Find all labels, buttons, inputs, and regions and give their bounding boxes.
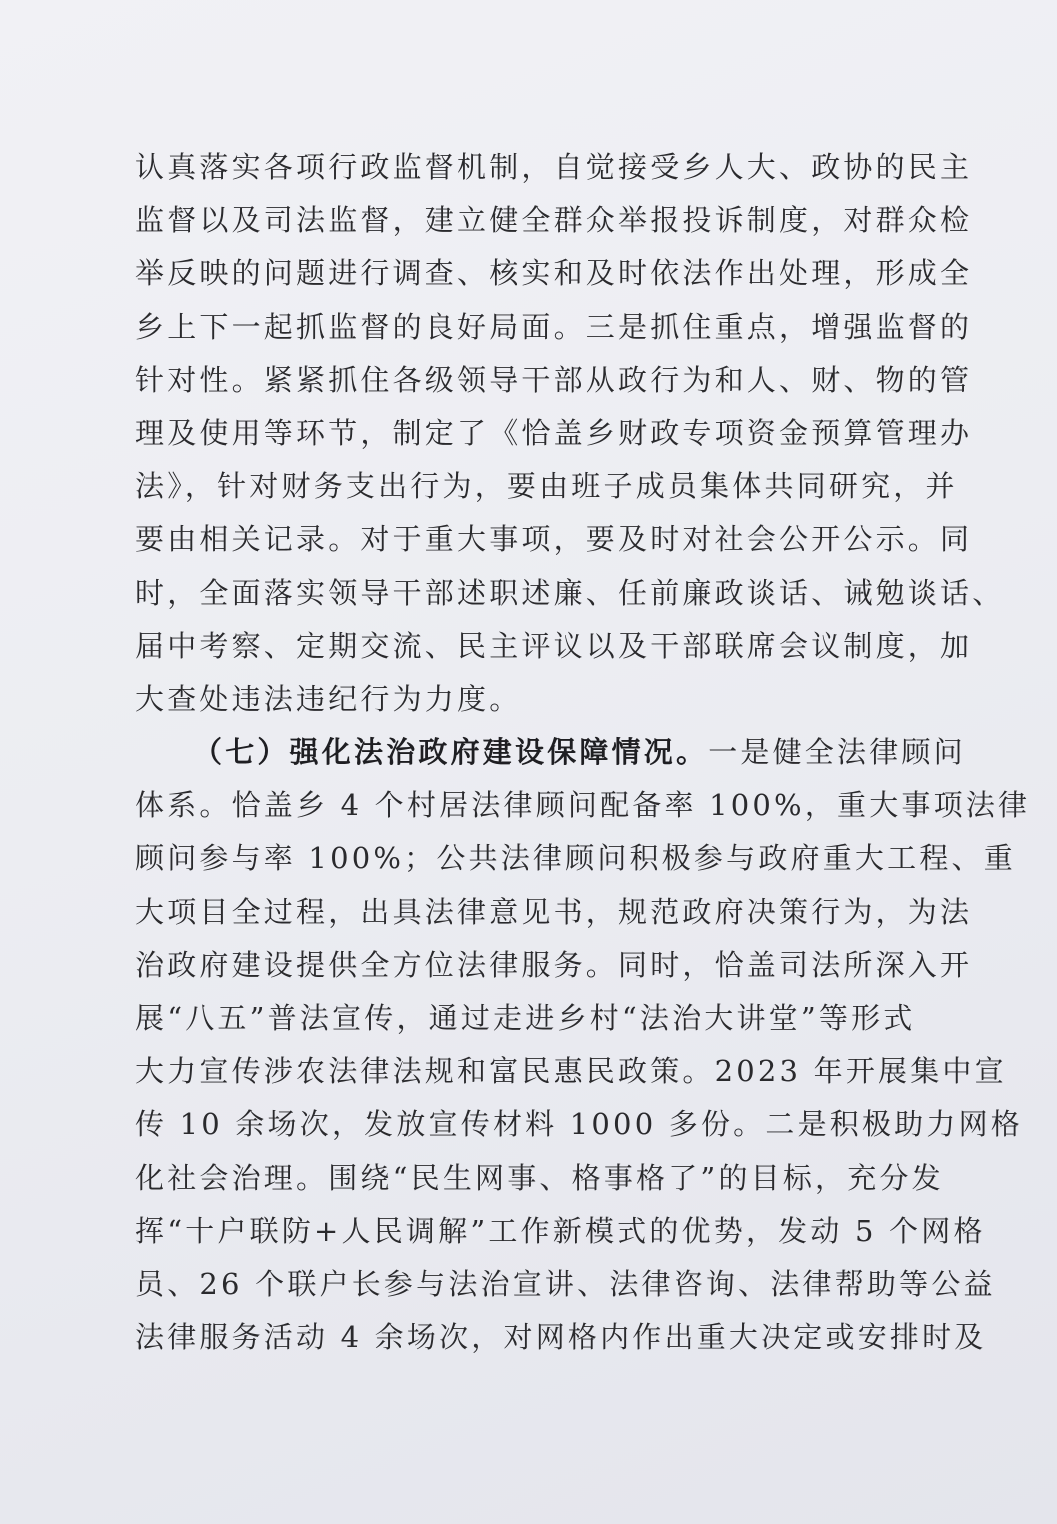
heading-line-continuation: 一是健全法律顾问 [708,735,966,770]
text-line: 针对性。紧紧抓住各级领导干部从政行为和人、财、物的管 [135,362,973,397]
text-line: 乡上下一起抓监督的良好局面。三是抓住重点，增强监督的 [135,309,973,344]
paragraph-rule-of-law-guarantee [135,726,1031,1364]
text-line: 大查处违法违纪行为力度。 [135,681,522,716]
text-line: 法》，针对财务支出行为，要由班子成员集体共同研究，并 [135,469,958,504]
text-line: 治政府建设提供全方位法律服务。同时，恰盖司法所深入开 [135,947,973,982]
text-line: 要由相关记录。对于重大事项，要及时对社会公开公示。同 [135,522,973,557]
text-line: 展“八五”普法宣传，通过走进乡村“法治大讲堂”等形式 [135,1001,916,1035]
text-line: 传 10 余场次，发放宣传材料 1000 多份。二是积极助力网格 [135,1107,1023,1142]
text-line: 挥“十户联防+人民调解”工作新模式的优势，发动 5 个网格 [135,1213,986,1248]
text-line: 时，全面落实领导干部述职述廉、任前廉政谈话、诫勉谈话、 [135,575,1005,610]
text-line: 理及使用等环节，制定了《恰盖乡财政专项资金预算管理办 [135,415,973,450]
text-line: 届中考察、定期交流、民主评议以及干部联席会议制度，加 [135,628,973,663]
document-body [135,136,1031,1364]
text-line: 员、26 个联户长参与法治宣讲、法律咨询、法律帮助等公益 [135,1266,996,1301]
paragraph-first-line [135,726,966,779]
text-line: 大项目全过程，出具法律意见书，规范政府决策行为，为法 [135,894,973,929]
text-line: 大力宣传涉农法律法规和富民惠民政策。2023 年开展集中宣 [135,1054,1007,1089]
paragraph-supervision [135,141,1005,726]
text-line: 化社会治理。围绕“民生网事、格事格了”的目标，充分发 [135,1160,944,1195]
text-line: 监督以及司法监督，建立健全群众举报投诉制度，对群众检 [135,203,973,238]
text-line: 顾问参与率 100%；公共法律顾问积极参与政府重大工程、重 [135,841,1016,876]
section-heading: （七）强化法治政府建设保障情况。 [193,735,709,770]
text-line: 认真落实各项行政监督机制，自觉接受乡人大、政协的民主 [135,150,973,184]
text-line: 举反映的问题进行调查、核实和及时依法作出处理，形成全 [135,256,973,291]
text-line: 法律服务活动 4 余场次，对网格内作出重大决定或安排时及 [135,1320,987,1355]
text-line: 体系。恰盖乡 4 个村居法律顾问配备率 100%，重大事项法律 [135,788,1031,823]
